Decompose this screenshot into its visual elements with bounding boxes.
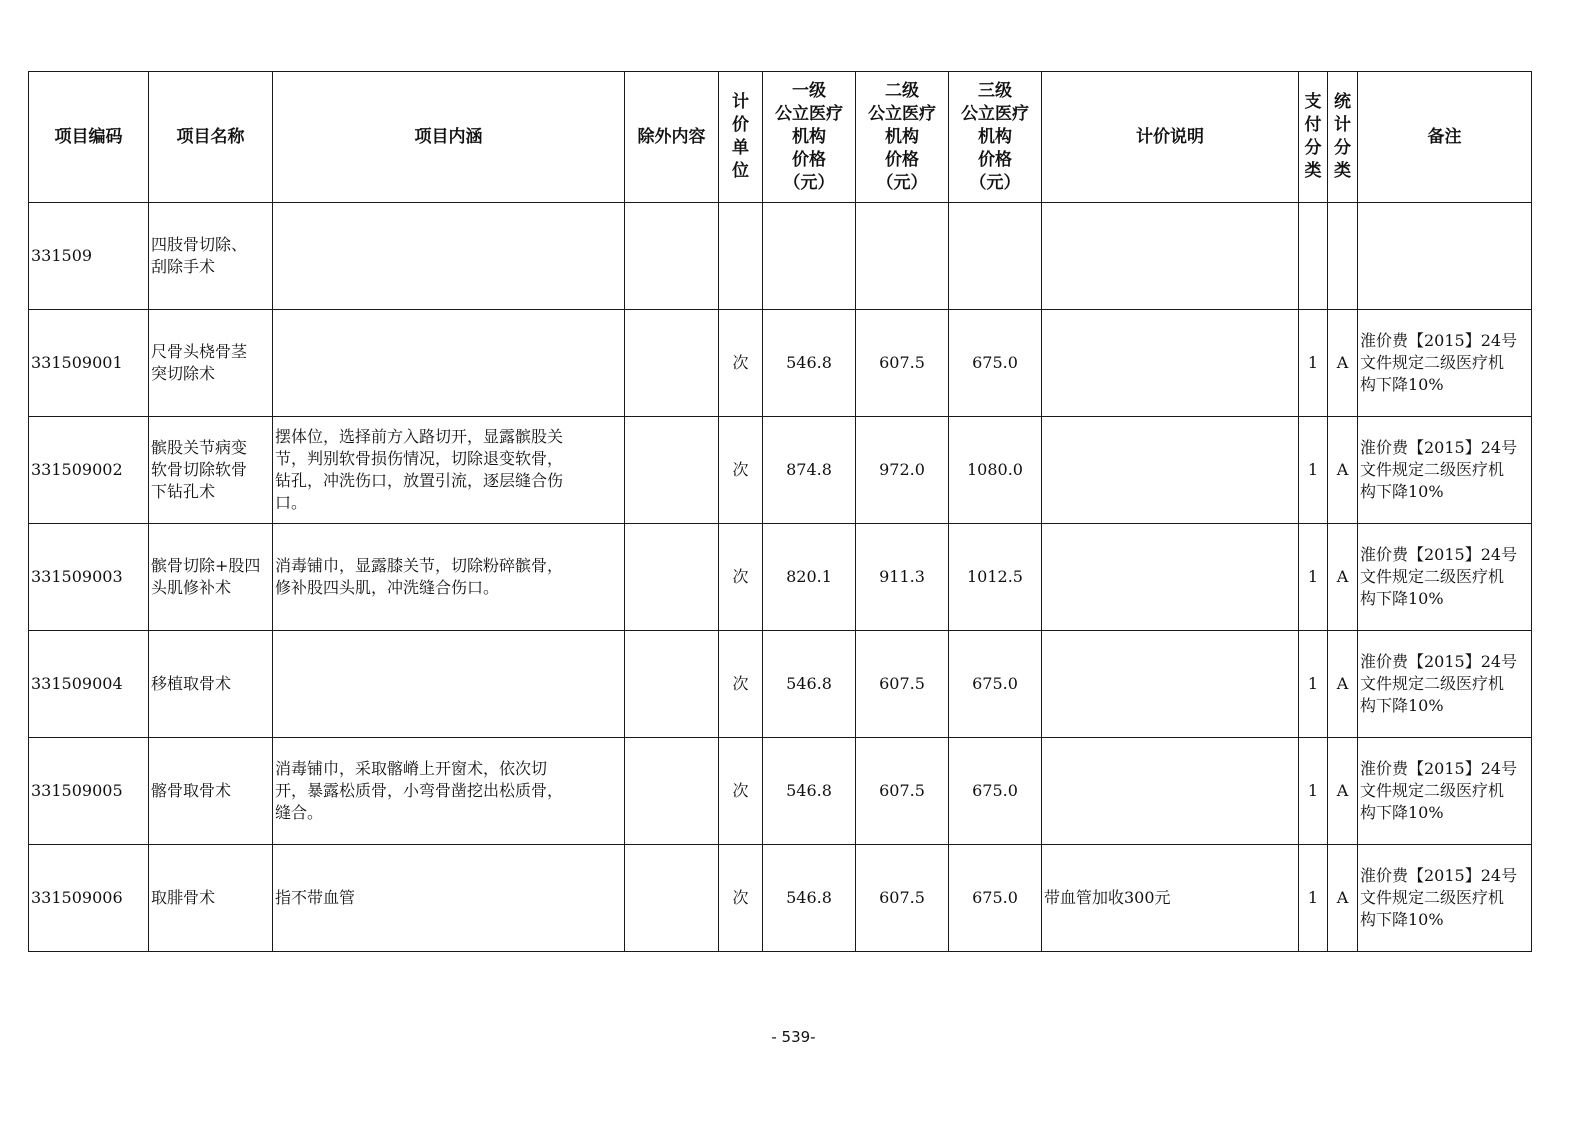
- cell-content: 消毒铺巾，采取髂嵴上开窗术，依次切 开，暴露松质骨，小弯骨凿挖出松质骨， 缝合。: [273, 738, 625, 845]
- cell-name: 尺骨头桡骨茎 突切除术: [149, 310, 273, 417]
- cell-stat-category: A: [1328, 845, 1358, 952]
- cell-pricing-note: [1042, 310, 1299, 417]
- cell-remark: 淮价费【2015】24号 文件规定二级医疗机 构下降10%: [1358, 417, 1532, 524]
- cell-unit: 次: [719, 417, 763, 524]
- cell-name: 取腓骨术: [149, 845, 273, 952]
- cell-stat-category: A: [1328, 310, 1358, 417]
- cell-remark: [1358, 203, 1532, 310]
- cell-excluded: [625, 203, 719, 310]
- cell-code: 331509001: [29, 310, 149, 417]
- cell-content: 指不带血管: [273, 845, 625, 952]
- cell-price-level2: 607.5: [856, 738, 949, 845]
- cell-price-level1: 546.8: [763, 631, 856, 738]
- cell-price-level1: 874.8: [763, 417, 856, 524]
- header-name: 项目名称: [149, 72, 273, 203]
- cell-content: 消毒铺巾，显露膝关节，切除粉碎髌骨， 修补股四头肌，冲洗缝合伤口。: [273, 524, 625, 631]
- header-price-level3: 三级 公立医疗 机构 价格 （元）: [949, 72, 1042, 203]
- cell-name: 移植取骨术: [149, 631, 273, 738]
- cell-content: [273, 310, 625, 417]
- cell-price-level1: [763, 203, 856, 310]
- header-row: [29, 72, 1532, 203]
- cell-stat-category: A: [1328, 417, 1358, 524]
- cell-price-level2: [856, 203, 949, 310]
- table-row: [29, 631, 1532, 738]
- cell-price-level3: [949, 203, 1042, 310]
- page-number: - 539-: [771, 1028, 816, 1046]
- cell-remark: 淮价费【2015】24号 文件规定二级医疗机 构下降10%: [1358, 738, 1532, 845]
- cell-content: [273, 203, 625, 310]
- cell-code: 331509003: [29, 524, 149, 631]
- cell-price-level2: 607.5: [856, 845, 949, 952]
- cell-remark: 淮价费【2015】24号 文件规定二级医疗机 构下降10%: [1358, 631, 1532, 738]
- cell-unit: [719, 203, 763, 310]
- cell-price-level3: 675.0: [949, 631, 1042, 738]
- cell-excluded: [625, 310, 719, 417]
- cell-remark: 淮价费【2015】24号 文件规定二级医疗机 构下降10%: [1358, 524, 1532, 631]
- cell-remark: 淮价费【2015】24号 文件规定二级医疗机 构下降10%: [1358, 310, 1532, 417]
- table-row: [29, 203, 1532, 310]
- header-excluded: 除外内容: [625, 72, 719, 203]
- cell-payment-category: 1: [1299, 845, 1328, 952]
- cell-price-level3: 1080.0: [949, 417, 1042, 524]
- header-price-level1: 一级 公立医疗 机构 价格 （元）: [763, 72, 856, 203]
- cell-pricing-note: [1042, 203, 1299, 310]
- cell-price-level1: 546.8: [763, 845, 856, 952]
- cell-excluded: [625, 417, 719, 524]
- cell-pricing-note: [1042, 417, 1299, 524]
- header-payment-category: 支 付 分 类: [1299, 72, 1328, 203]
- cell-unit: 次: [719, 845, 763, 952]
- cell-price-level2: 607.5: [856, 310, 949, 417]
- cell-code: 331509005: [29, 738, 149, 845]
- cell-payment-category: 1: [1299, 417, 1328, 524]
- cell-content: [273, 631, 625, 738]
- cell-price-level3: 1012.5: [949, 524, 1042, 631]
- cell-price-level1: 546.8: [763, 310, 856, 417]
- cell-code: 331509004: [29, 631, 149, 738]
- table-row: [29, 310, 1532, 417]
- cell-price-level2: 911.3: [856, 524, 949, 631]
- cell-excluded: [625, 845, 719, 952]
- cell-code: 331509006: [29, 845, 149, 952]
- cell-payment-category: 1: [1299, 738, 1328, 845]
- cell-pricing-note: [1042, 738, 1299, 845]
- cell-price-level1: 546.8: [763, 738, 856, 845]
- cell-price-level3: 675.0: [949, 845, 1042, 952]
- cell-payment-category: 1: [1299, 310, 1328, 417]
- cell-payment-category: 1: [1299, 524, 1328, 631]
- cell-unit: 次: [719, 524, 763, 631]
- cell-excluded: [625, 524, 719, 631]
- cell-name: 髂骨取骨术: [149, 738, 273, 845]
- cell-name: 髌骨切除+股四 头肌修补术: [149, 524, 273, 631]
- header-pricing-note: 计价说明: [1042, 72, 1299, 203]
- cell-stat-category: A: [1328, 738, 1358, 845]
- cell-unit: 次: [719, 310, 763, 417]
- cell-code: 331509002: [29, 417, 149, 524]
- table-row: [29, 738, 1532, 845]
- cell-code: 331509: [29, 203, 149, 310]
- cell-stat-category: A: [1328, 631, 1358, 738]
- cell-price-level3: 675.0: [949, 310, 1042, 417]
- cell-pricing-note: [1042, 524, 1299, 631]
- header-code: 项目编码: [29, 72, 149, 203]
- cell-price-level1: 820.1: [763, 524, 856, 631]
- table-row: [29, 417, 1532, 524]
- cell-price-level3: 675.0: [949, 738, 1042, 845]
- cell-excluded: [625, 631, 719, 738]
- cell-payment-category: 1: [1299, 631, 1328, 738]
- cell-pricing-note: [1042, 631, 1299, 738]
- cell-excluded: [625, 738, 719, 845]
- header-price-level2: 二级 公立医疗 机构 价格 （元）: [856, 72, 949, 203]
- cell-stat-category: A: [1328, 524, 1358, 631]
- header-content: 项目内涵: [273, 72, 625, 203]
- table-row: [29, 524, 1532, 631]
- cell-content: 摆体位，选择前方入路切开，显露髌股关 节，判别软骨损伤情况，切除退变软骨， 钻孔，冲洗伤口，放置引流，逐层缝合伤 口。: [273, 417, 625, 524]
- header-remark: 备注: [1358, 72, 1532, 203]
- cell-name: 四肢骨切除、 刮除手术: [149, 203, 273, 310]
- table-row: [29, 845, 1532, 952]
- cell-stat-category: [1328, 203, 1358, 310]
- cell-pricing-note: 带血管加收300元: [1042, 845, 1299, 952]
- header-stat-category: 统 计 分 类: [1328, 72, 1358, 203]
- cell-remark: 淮价费【2015】24号 文件规定二级医疗机 构下降10%: [1358, 845, 1532, 952]
- cell-unit: 次: [719, 631, 763, 738]
- cell-name: 髌股关节病变 软骨切除软骨 下钻孔术: [149, 417, 273, 524]
- price-table: [28, 71, 1532, 952]
- cell-price-level2: 607.5: [856, 631, 949, 738]
- cell-price-level2: 972.0: [856, 417, 949, 524]
- cell-unit: 次: [719, 738, 763, 845]
- cell-payment-category: [1299, 203, 1328, 310]
- header-unit: 计 价 单 位: [719, 72, 763, 203]
